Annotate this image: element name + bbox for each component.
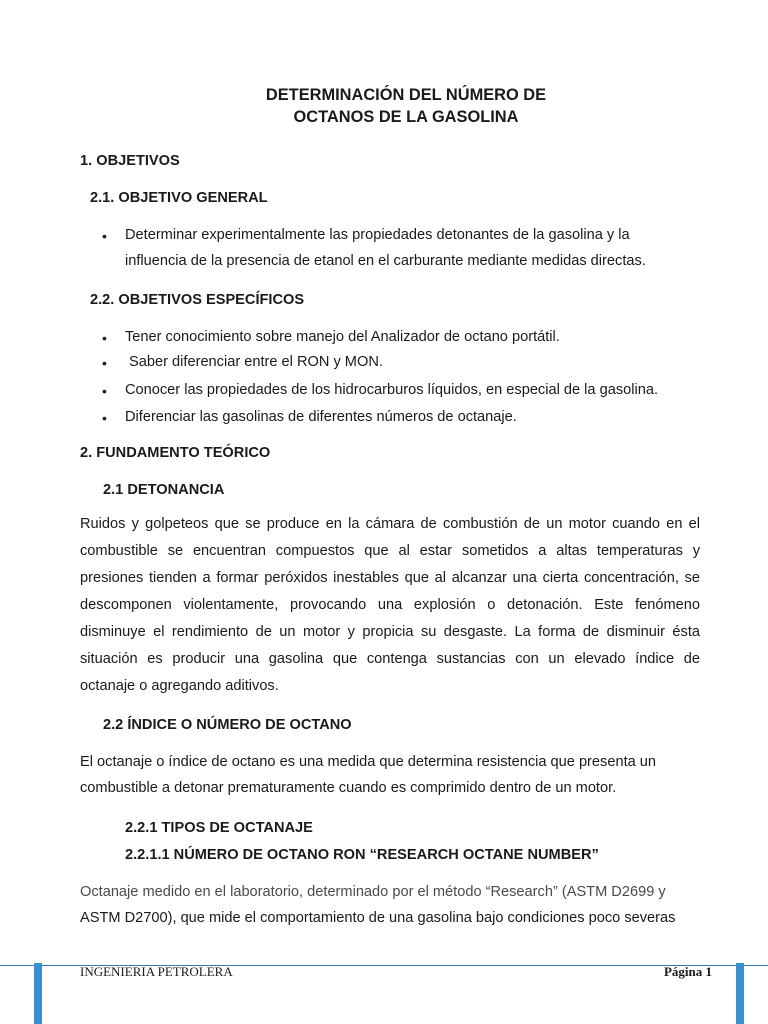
- heading-objetivos: 1. OBJETIVOS: [80, 153, 180, 169]
- heading-tipos-octanaje: 2.2.1 TIPOS DE OCTANAJE: [125, 820, 313, 836]
- bullet-icon: •: [102, 355, 107, 371]
- document-title-line2: OCTANOS DE LA GASOLINA: [293, 108, 519, 126]
- paragraph-line: descomponen violentamente, provocando una explosión o detonación. Este fenómeno: [80, 597, 700, 613]
- document-title-line1: DETERMINACIÓN DEL NÚMERO DE: [265, 86, 547, 104]
- bullet-icon: •: [102, 410, 107, 426]
- heading-objetivo-general: 2.1. OBJETIVO GENERAL: [90, 190, 268, 206]
- bullet-icon: •: [102, 228, 107, 244]
- bullet-icon: •: [102, 383, 107, 399]
- heading-objetivos-especificos: 2.2. OBJETIVOS ESPECÍFICOS: [90, 292, 305, 308]
- heading-ron: 2.2.1.1 NÚMERO DE OCTANO RON “RESEARCH OCTANE NUMBER”: [125, 847, 599, 863]
- general-objective-line1: Determinar experimentalmente las propiedades detonantes de la gasolina y la: [125, 227, 630, 243]
- heading-detonancia: 2.1 DETONANCIA: [103, 482, 225, 498]
- specific-objective-item: Saber diferenciar entre el RON y MON.: [125, 354, 383, 370]
- specific-objective-item: Conocer las propiedades de los hidrocarburos líquidos, en especial de la gasolina.: [125, 382, 659, 398]
- paragraph-line: disminuye el rendimiento de un motor y propicia su desgaste. La forma de disminuir ésta: [80, 624, 700, 640]
- ron-paragraph-line2: ASTM D2700), que mide el comportamiento de una gasolina bajo condiciones poco severas: [80, 910, 676, 926]
- bullet-icon: •: [102, 330, 107, 346]
- general-objective-line2: influencia de la presencia de etanol en el carburante mediante medidas directas.: [125, 253, 646, 269]
- specific-objective-item: Diferenciar las gasolinas de diferentes números de octanaje.: [125, 409, 517, 425]
- paragraph-line: presiones tienden a formar peróxidos inestables que al alcanzar una cierta concentración, se: [80, 570, 700, 586]
- ron-paragraph-line1: Octanaje medido en el laboratorio, determinado por el método “Research” (ASTM D2699 y: [80, 884, 666, 900]
- heading-fundamento-teorico: 2. FUNDAMENTO TEÓRICO: [80, 445, 271, 461]
- footer-right-accent-bar: [736, 963, 744, 1024]
- octano-paragraph-line2: combustible a detonar prematuramente cuando es comprimido dentro de un motor.: [80, 780, 617, 796]
- footer-left-accent-bar: [34, 963, 42, 1024]
- paragraph-line: Ruidos y golpeteos que se produce en la cámara de combustión de un motor cuando en el: [80, 516, 700, 532]
- detonancia-paragraph: [80, 511, 700, 700]
- footer-department: INGENIERIA PETROLERA: [80, 964, 233, 979]
- heading-indice-octano: 2.2 ÍNDICE O NÚMERO DE OCTANO: [103, 717, 352, 733]
- footer-page-number: Página 1: [663, 964, 712, 979]
- specific-objective-item: Tener conocimiento sobre manejo del Analizador de octano portátil.: [125, 329, 560, 345]
- octano-paragraph-line1: El octanaje o índice de octano es una medida que determina resistencia que presenta un: [80, 754, 657, 770]
- paragraph-line: situación es producir una gasolina que contenga sustancias con un elevado índice de: [80, 651, 700, 667]
- paragraph-line: octanaje o agregando aditivos.: [80, 678, 279, 694]
- paragraph-line: combustible se encuentran compuestos que al estar sometidos a altas temperaturas y: [80, 543, 700, 559]
